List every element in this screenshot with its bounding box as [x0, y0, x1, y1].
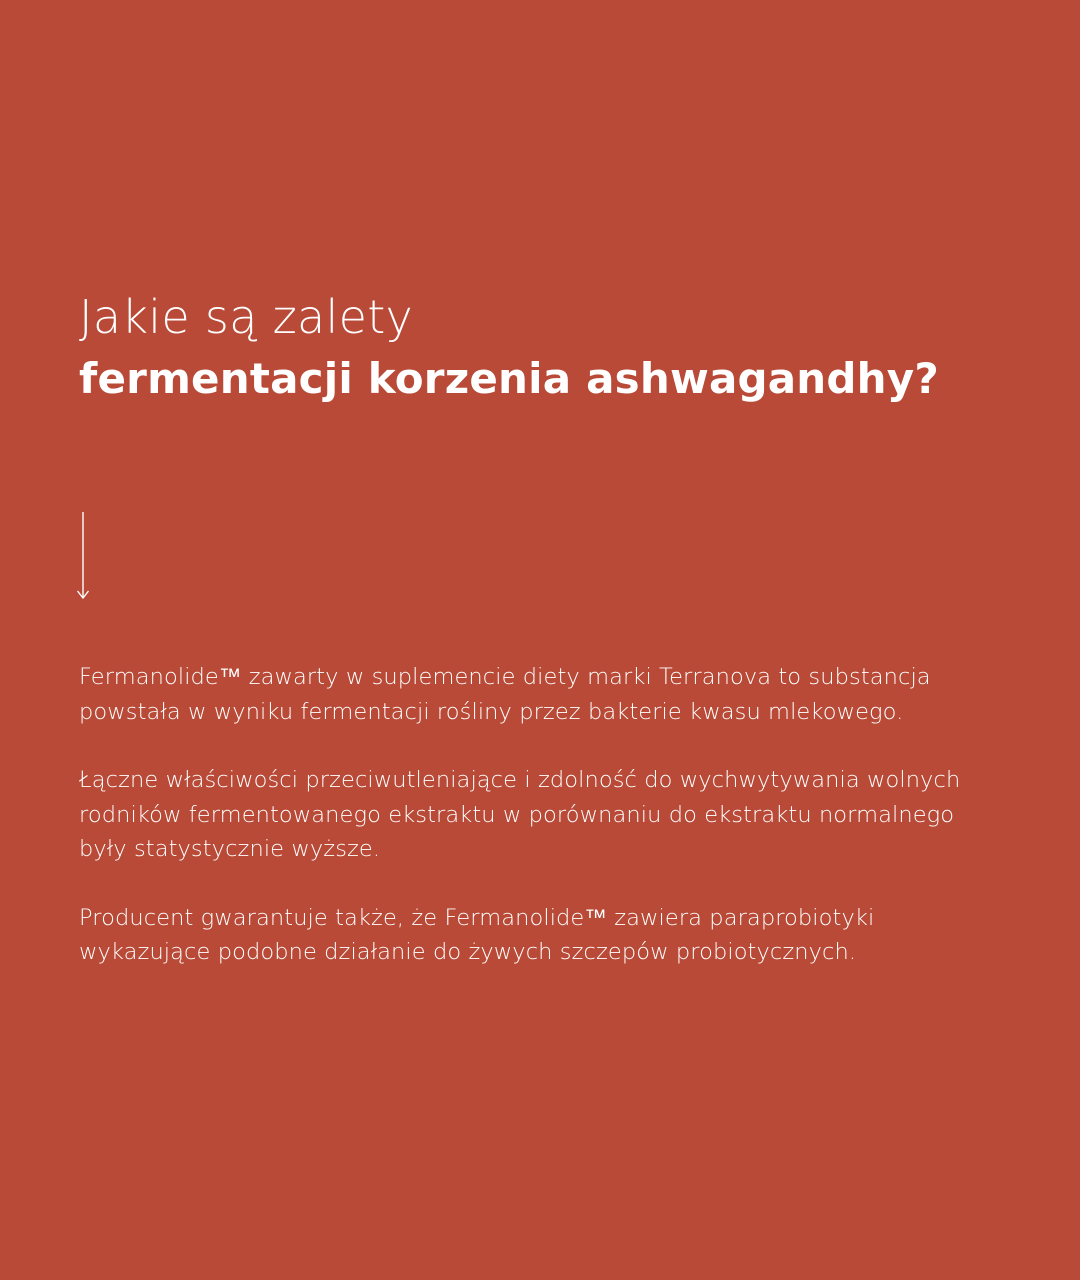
headline-line-2: fermentacji korzenia ashwagandhy? — [79, 354, 939, 403]
headline-line-1: Jakie są zalety — [79, 290, 414, 344]
paragraph-fermanolide-origin: Fermanolide™ zawarty w suplemencie diety marki Terranova to substancja powstała w wyniku fermentacji rośliny przez bakterie kwasu mlekowego. — [79, 664, 931, 725]
paragraph-antioxidant-properties: Łączne właściwości przeciwutleniające i zdolność do wychwytywania wolnych rodników fermentowanego ekstraktu w porównaniu do ekstraktu normalnego były statystycznie wyższe. — [79, 767, 961, 862]
paragraph-paraprobiotics: Producent gwarantuje także, że Fermanolide™ zawiera paraprobiotyki wykazujące podobne działanie do żywych szczepów probiotycznych. — [79, 904, 875, 965]
description-text — [79, 660, 1009, 1004]
headline — [79, 286, 1059, 410]
arrow-down-icon — [74, 510, 92, 602]
